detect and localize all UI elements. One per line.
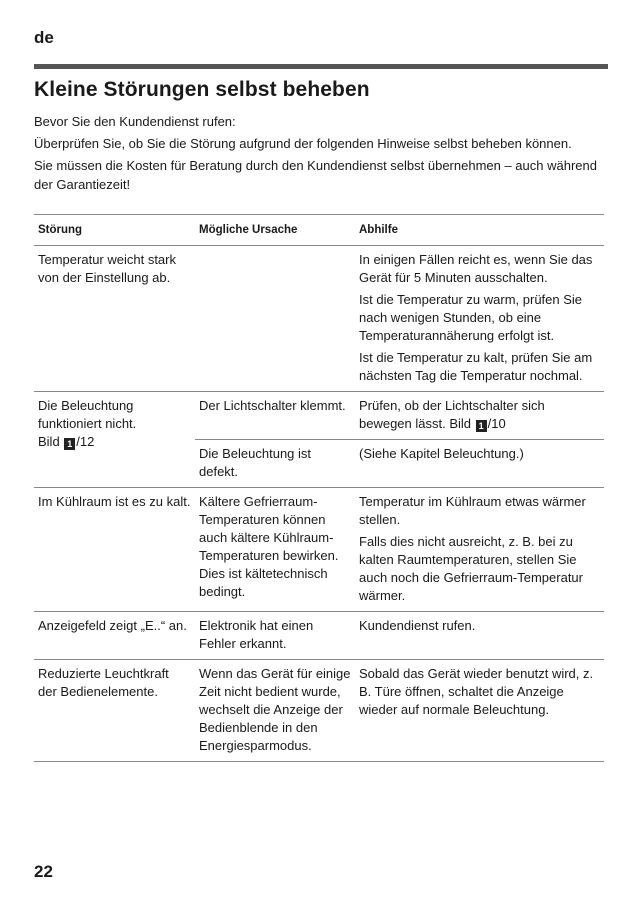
intro-paragraph: Sie müssen die Kosten für Beratung durch den Kundendienst selbst übernehmen – auch während der Garantiezeit! bbox=[34, 158, 597, 192]
intro-paragraph: Überprüfen Sie, ob Sie die Störung aufgrund der folgenden Hinweise selbst beheben können. bbox=[34, 136, 572, 151]
figure-ref-suffix: /12 bbox=[76, 434, 95, 449]
table-header-row bbox=[34, 215, 604, 246]
figure-reference bbox=[38, 433, 191, 451]
remedy-paragraph: Ist die Temperatur zu warm, prüfen Sie nach wenigen Stunden, ob eine Temperaturannäherung erfolgt ist. bbox=[359, 292, 583, 343]
table-row bbox=[34, 246, 604, 392]
remedy-cell: Sobald das Gerät wieder benutzt wird, z. B. Türe öffnen, schaltet die Anzeige wieder auf normale Beleuchtung. bbox=[355, 660, 604, 762]
cause-cell: Wenn das Gerät für einige Zeit nicht bedient wurde, wechselt die Anzeige der Bedienblende in den Energiesparmodus. bbox=[195, 660, 355, 762]
fault-cell: Temperatur weicht stark von der Einstellung ab. bbox=[34, 246, 195, 392]
figure-ref-suffix: /10 bbox=[487, 416, 506, 431]
remedy-paragraph: Ist die Temperatur zu kalt, prüfen Sie am nächsten Tag die Temperatur nochmal. bbox=[359, 350, 593, 383]
section-title: Kleine Störungen selbst beheben bbox=[34, 78, 370, 101]
cause-cell: Elektronik hat einen Fehler erkannt. bbox=[195, 612, 355, 660]
column-header-remedy: Abhilfe bbox=[355, 215, 604, 246]
table-row bbox=[34, 488, 604, 612]
column-header-cause: Mögliche Ursache bbox=[195, 215, 355, 246]
fault-cell bbox=[34, 392, 195, 488]
header-rule bbox=[34, 64, 608, 69]
remedy-paragraph: Temperatur im Kühlraum etwas wärmer stellen. bbox=[359, 494, 586, 527]
remedy-cell: (Siehe Kapitel Beleuchtung.) bbox=[355, 440, 604, 488]
remedy-paragraph: Falls dies nicht ausreicht, z. B. bei zu kalten Raumtemperaturen, stellen Sie auch noch die Gefrierraum-Temperatur wärmer. bbox=[359, 534, 583, 603]
figure-ref-prefix: Bild bbox=[38, 434, 64, 449]
figure-number-badge: 1 bbox=[64, 438, 75, 450]
remedy-cell bbox=[355, 488, 604, 612]
page-number: 22 bbox=[34, 862, 53, 881]
remedy-cell: Kundendienst rufen. bbox=[355, 612, 604, 660]
remedy-paragraph: In einigen Fällen reicht es, wenn Sie das Gerät für 5 Minuten ausschalten. bbox=[359, 252, 593, 285]
cause-cell: Der Lichtschalter klemmt. bbox=[195, 392, 355, 440]
fault-text: Die Beleuchtung funktioniert nicht. bbox=[38, 398, 137, 431]
table-row bbox=[34, 660, 604, 762]
table-row bbox=[34, 392, 604, 440]
troubleshooting-table bbox=[34, 214, 604, 762]
fault-cell: Reduzierte Leuchtkraft der Bedienelemente. bbox=[34, 660, 195, 762]
cause-cell: Kältere Gefrierraum-Temperaturen können auch kältere Kühlraum-Temperaturen bewirken. Dies ist kältetechnisch bedingt. bbox=[195, 488, 355, 612]
remedy-cell bbox=[355, 392, 604, 440]
table-row bbox=[34, 612, 604, 660]
remedy-cell bbox=[355, 246, 604, 392]
fault-cell: Im Kühlraum ist es zu kalt. bbox=[34, 488, 195, 612]
language-tag: de bbox=[34, 28, 54, 47]
remedy-text: Prüfen, ob der Lichtschalter sich bewegen lässt. Bild bbox=[359, 398, 545, 431]
figure-number-badge: 1 bbox=[476, 420, 487, 432]
fault-cell: Anzeigefeld zeigt „E..“ an. bbox=[34, 612, 195, 660]
cause-cell bbox=[195, 246, 355, 392]
cause-cell: Die Beleuchtung ist defekt. bbox=[195, 440, 355, 488]
intro-text bbox=[34, 112, 606, 197]
column-header-fault: Störung bbox=[34, 215, 195, 246]
intro-paragraph: Bevor Sie den Kundendienst rufen: bbox=[34, 114, 236, 129]
